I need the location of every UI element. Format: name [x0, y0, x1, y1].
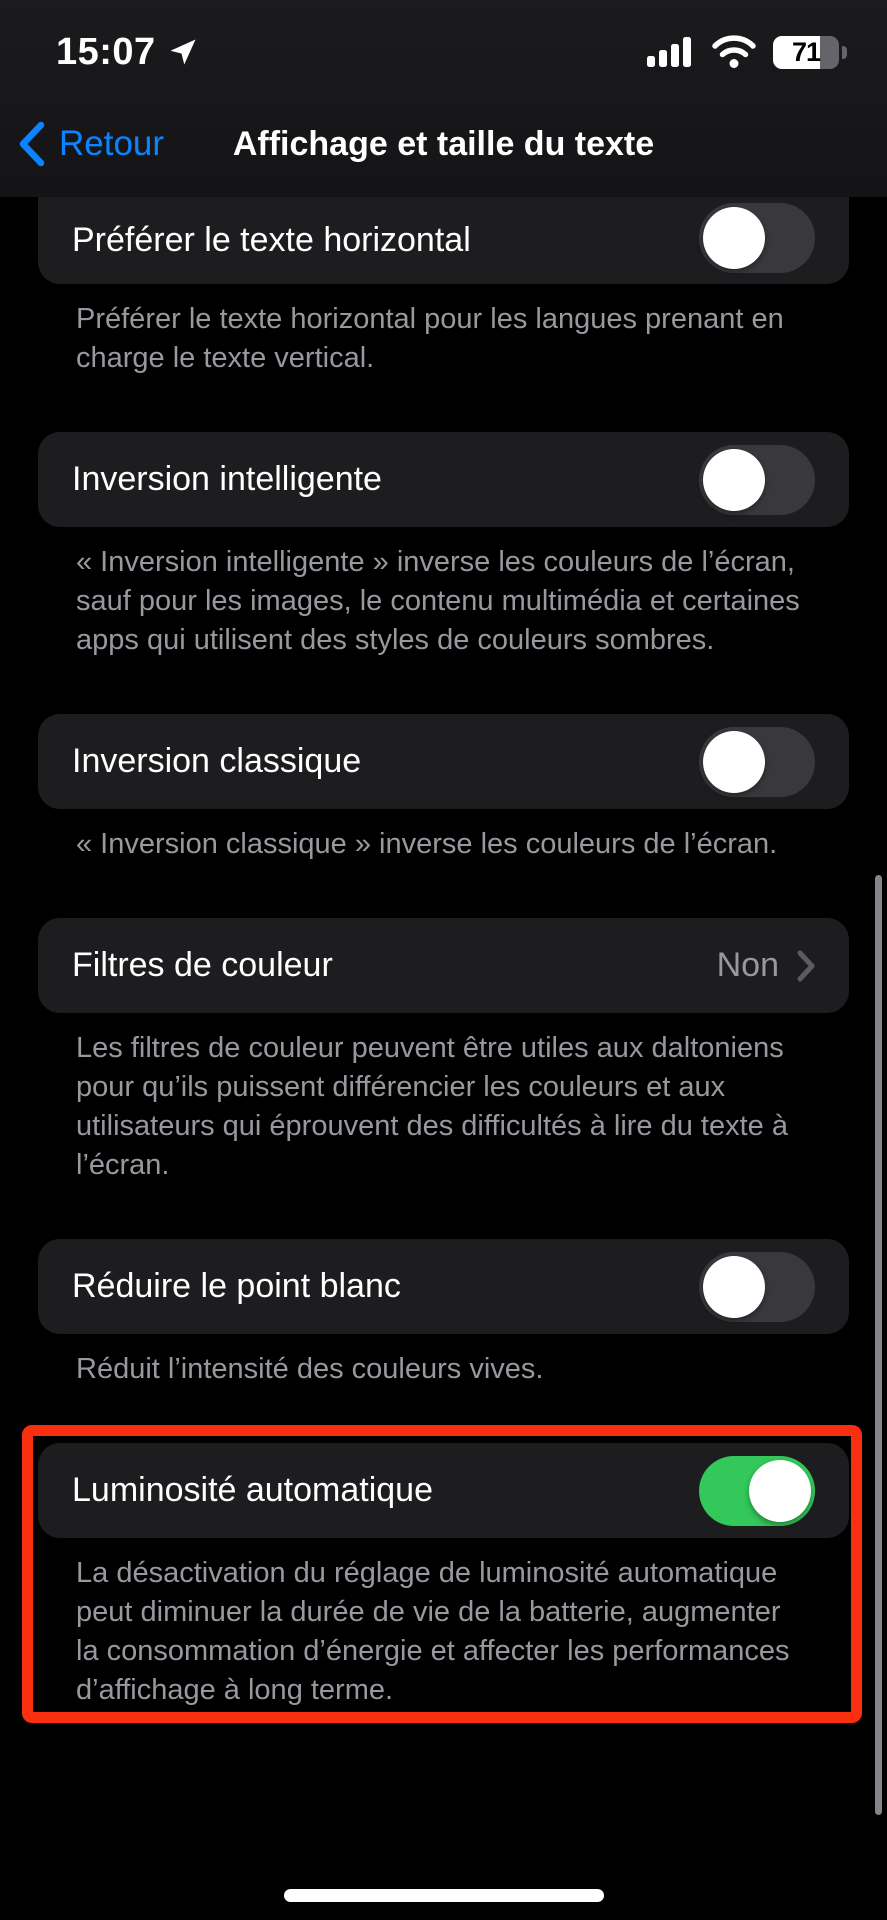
setting-section-reduce-white-point: [0, 1239, 887, 1389]
setting-label: Réduire le point blanc: [72, 1267, 401, 1305]
setting-footer: La désactivation du réglage de luminosité automatique peut diminuer la durée de vie de la batterie, augmenter la consommation d’énergie et affecter les performances d’affichage à long terme.: [76, 1557, 790, 1706]
reduce-white-point-toggle[interactable]: [699, 1252, 815, 1322]
setting-row-reduce-white-point[interactable]: [38, 1239, 849, 1334]
setting-section-color-filters: [0, 918, 887, 1185]
toggle-knob: [749, 1460, 811, 1522]
scrollbar-thumb[interactable]: [875, 875, 882, 1815]
status-time: 15:07: [56, 30, 156, 73]
navigation-bar: [0, 104, 887, 184]
auto-brightness-toggle[interactable]: [699, 1456, 815, 1526]
setting-label: Filtres de couleur: [72, 946, 333, 984]
setting-section-classic-invert: [0, 714, 887, 864]
setting-footer: « Inversion classique » inverse les couleurs de l’écran.: [76, 828, 778, 860]
setting-row-classic-invert[interactable]: [38, 714, 849, 809]
settings-list: [0, 197, 887, 1920]
setting-footer: « Inversion intelligente » inverse les couleurs de l’écran, sauf pour les images, le contenu multimédia et certaines apps qui utilisent des styles de couleurs sombres.: [76, 546, 800, 656]
battery-percent: 71: [791, 36, 821, 67]
toggle-knob: [703, 1256, 765, 1318]
setting-section-smart-invert: [0, 432, 887, 660]
setting-row-color-filters[interactable]: [38, 918, 849, 1013]
battery-icon: [773, 36, 847, 69]
setting-section-prefer-horizontal-text: [0, 197, 887, 378]
setting-label: Inversion intelligente: [72, 460, 382, 498]
classic-invert-toggle[interactable]: [699, 727, 815, 797]
prefer-horizontal-text-toggle[interactable]: [699, 203, 815, 273]
chevron-left-icon: [18, 121, 45, 167]
page-title: Affichage et taille du texte: [232, 124, 655, 163]
setting-label: Préférer le texte horizontal: [72, 221, 471, 259]
toggle-knob: [703, 207, 765, 269]
setting-value: Non: [716, 946, 779, 984]
setting-label: Luminosité automatique: [72, 1471, 434, 1509]
wifi-icon: [711, 35, 757, 69]
back-button-label: Retour: [59, 124, 165, 163]
cellular-signal-icon: [647, 36, 695, 68]
setting-row-prefer-horizontal-text[interactable]: [38, 197, 849, 284]
setting-footer: Réduit l’intensité des couleurs vives.: [76, 1353, 544, 1385]
setting-label: Inversion classique: [72, 742, 362, 780]
setting-row-smart-invert[interactable]: [38, 432, 849, 527]
toggle-knob: [703, 731, 765, 793]
setting-row-auto-brightness[interactable]: [38, 1443, 849, 1538]
header: [0, 0, 887, 197]
back-button[interactable]: [0, 121, 164, 167]
setting-footer: Préférer le texte horizontal pour les langues prenant en charge le texte vertical.: [76, 303, 784, 374]
chevron-right-icon: [797, 950, 815, 982]
smart-invert-toggle[interactable]: [699, 445, 815, 515]
toggle-knob: [703, 449, 765, 511]
status-bar: [0, 0, 887, 82]
home-indicator[interactable]: [284, 1889, 604, 1902]
setting-footer: Les filtres de couleur peuvent être utiles aux daltoniens pour qu’ils puissent différencier les couleurs et aux utilisateurs qui éprouvent des difficultés à lire du texte à l’écran.: [76, 1032, 788, 1181]
setting-section-auto-brightness: [0, 1443, 887, 1710]
location-arrow-icon: [168, 37, 198, 67]
